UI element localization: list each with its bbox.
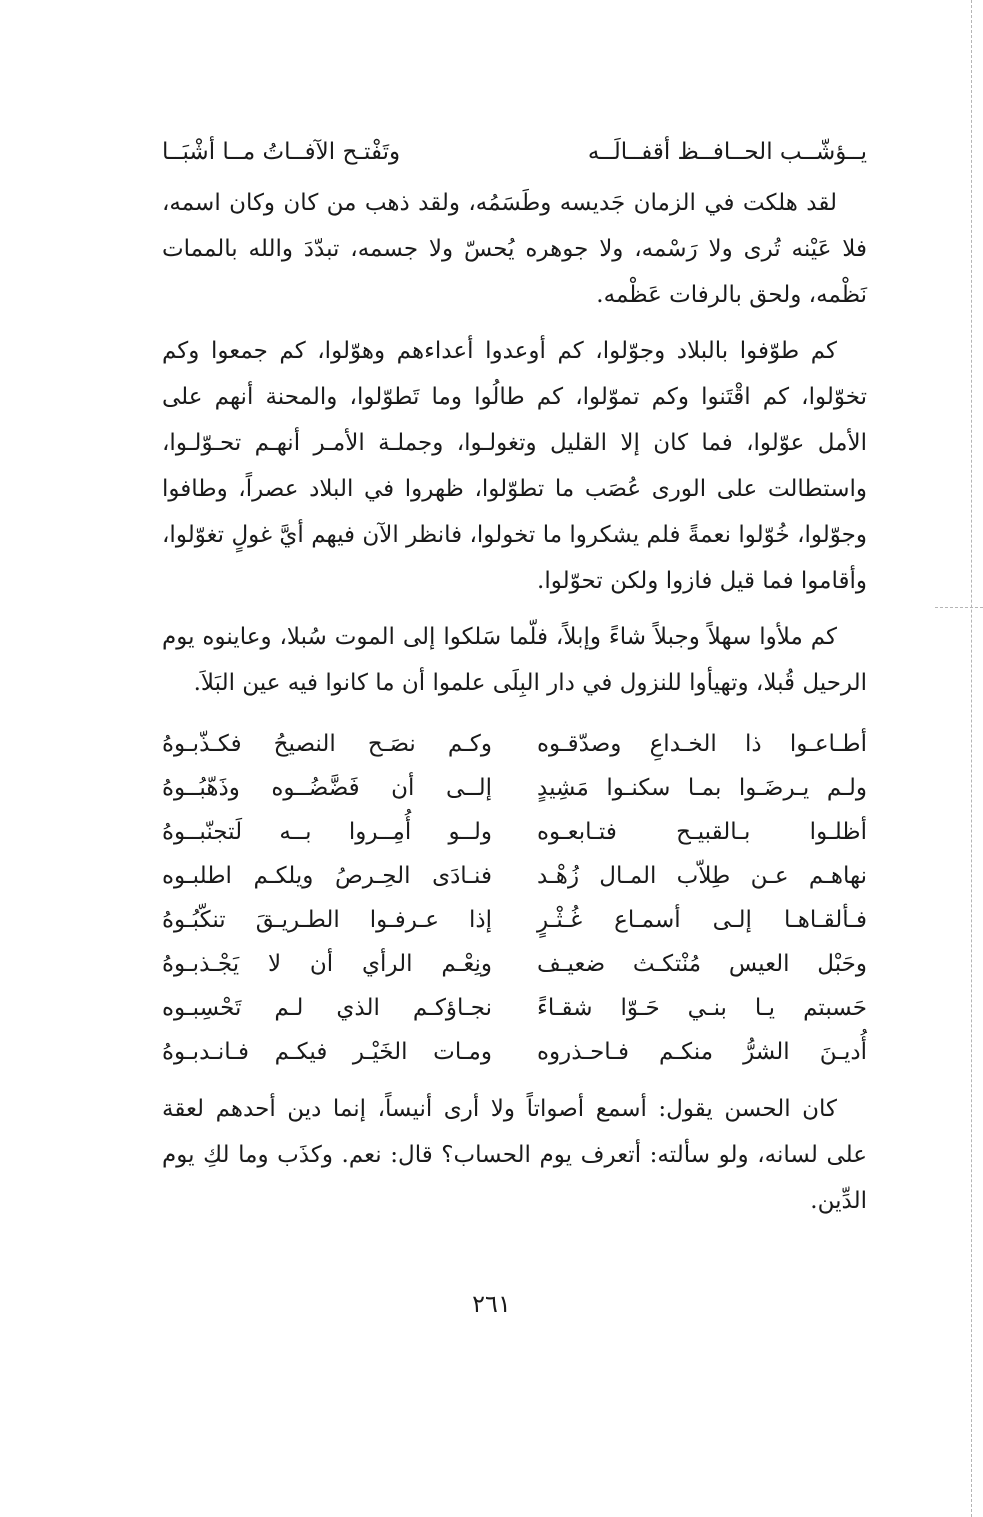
- poem-first-hemistich: حَسبتم يـا بنـي حَـوّا شقـاءً: [537, 995, 867, 1021]
- poem-second-hemistich: فنـادَى الحِـرصُ ويلكـم اطلبـوه: [162, 863, 492, 889]
- paragraph-2: كم طوّفوا بالبلاد وجوّلوا، كم أوعدوا أعداءهم وهوّلوا، كم جمعوا وكم تخوّلوا، كم اقْتَنوا وكم تموّلوا، كم طالُوا وما تَطوّلوا، والمحنة أنهم على الأمل عوّلوا، فما كان إلا القليل وتغولـوا، وجملـة الأمـر أنهـم تحـوّلـوا، واستطالت على الورى عُصَب ما تطوّلوا، ظهروا في البلاد عصراً، وطافوا وجوّلوا، خُوّلوا نعمةً فلم يشكروا ما تخولوا، فانظر الآن فيهم أيَّ غولٍ تغوّلوا، وأقاموا فما قيل فازوا ولكن تحوّلوا.: [162, 338, 867, 594]
- poem-first-hemistich: أطـاعـوا ذا الخـداعِ وصدّقـوه: [537, 731, 867, 757]
- poem-line: [162, 1030, 867, 1074]
- verse-second-hemistich: وتَفْتـح الآفــاتُ مــا أشْبَــا: [162, 139, 401, 165]
- scan-artifact-line: [935, 607, 983, 608]
- poem-first-hemistich: أُديـنَ الشرُّ منكـم فـاحـذروه: [537, 1039, 867, 1065]
- poem-second-hemistich: إلــى أن فَضَّضُــوه وذَهّبُــوهُ: [162, 775, 492, 801]
- poem-line: [162, 942, 867, 986]
- poem-second-hemistich: إذا عـرفـوا الطـريـقَ تنكّبُـوهُ: [162, 907, 492, 933]
- poem: [162, 722, 867, 1074]
- poem-first-hemistich: ولـم يـرضَـوا بمـا سكنـوا مَشِيدٍ: [537, 775, 867, 801]
- poem-first-hemistich: فـألقـاهـا إلـى أسمـاع غُـثْـرٍ: [537, 907, 867, 933]
- poem-second-hemistich: ونِعْـم الرأي أن لا يَجْـذبـوهُ: [162, 951, 492, 977]
- page-number: ٢٦١: [472, 1290, 511, 1318]
- paragraph-3: كم ملأوا سهلاً وجبلاً شاءً وإبلاً، فلّما سَلكوا إلى الموت سُبلا، وعاينوه يوم الرحيل قُبلا، وتهيأوا للنزول في دار البِلَى علموا أن ما كانوا فيه عين البَلاَ.: [162, 624, 867, 696]
- poem-line: [162, 722, 867, 766]
- poem-second-hemistich: ولــو أُمِــروا بــه لَتجنّبــوهُ: [162, 819, 492, 845]
- poem-first-hemistich: أظلـوا بـالقبيـح فتـابعـوه: [537, 819, 867, 845]
- poem-second-hemistich: ومـات الخَيْـر فيكـم فـانـدبـوهُ: [162, 1039, 492, 1065]
- poem-first-hemistich: نهاهـم عـن طِلاّب المـال زُهْـد: [537, 863, 867, 889]
- poem-line: [162, 898, 867, 942]
- opening-verse: [162, 130, 867, 174]
- poem-line: [162, 766, 867, 810]
- poem-first-hemistich: وحَبْل العيس مُنْتكـث ضعيـف: [537, 951, 867, 977]
- closing-paragraph: كان الحسن يقول: أسمع أصواتاً ولا أرى أنيساً، إنما دين أحدهم لعقة على لسانه، ولو سألته: أتعرف يوم الحساب؟ قال: نعم. وكذَب وما لكِ يوم الدِّين.: [162, 1096, 867, 1214]
- poem-line: [162, 986, 867, 1030]
- poem-second-hemistich: نجـاؤكـم الذي لـم تَحْسِبـوه: [162, 995, 492, 1021]
- verse-first-hemistich: يــؤشّــب الحــافــظ أقفــالَــه: [587, 139, 867, 165]
- page-content: [162, 130, 867, 1234]
- poem-second-hemistich: وكـم نصَـح النصيحُ فكـذّبـوهُ: [162, 731, 492, 757]
- poem-line: [162, 810, 867, 854]
- paragraph-1: لقد هلكت في الزمان جَديسه وطَسَمُه، ولقد ذهب من كان وكان اسمه، فلا عَيْنه تُرى ولا رَسْمه، ولا جوهره يُحسّ ولا جسمه، تبدّدَ والله بالممات نَظْمه، ولحق بالرفات عَظْمه.: [162, 190, 867, 308]
- poem-line: [162, 854, 867, 898]
